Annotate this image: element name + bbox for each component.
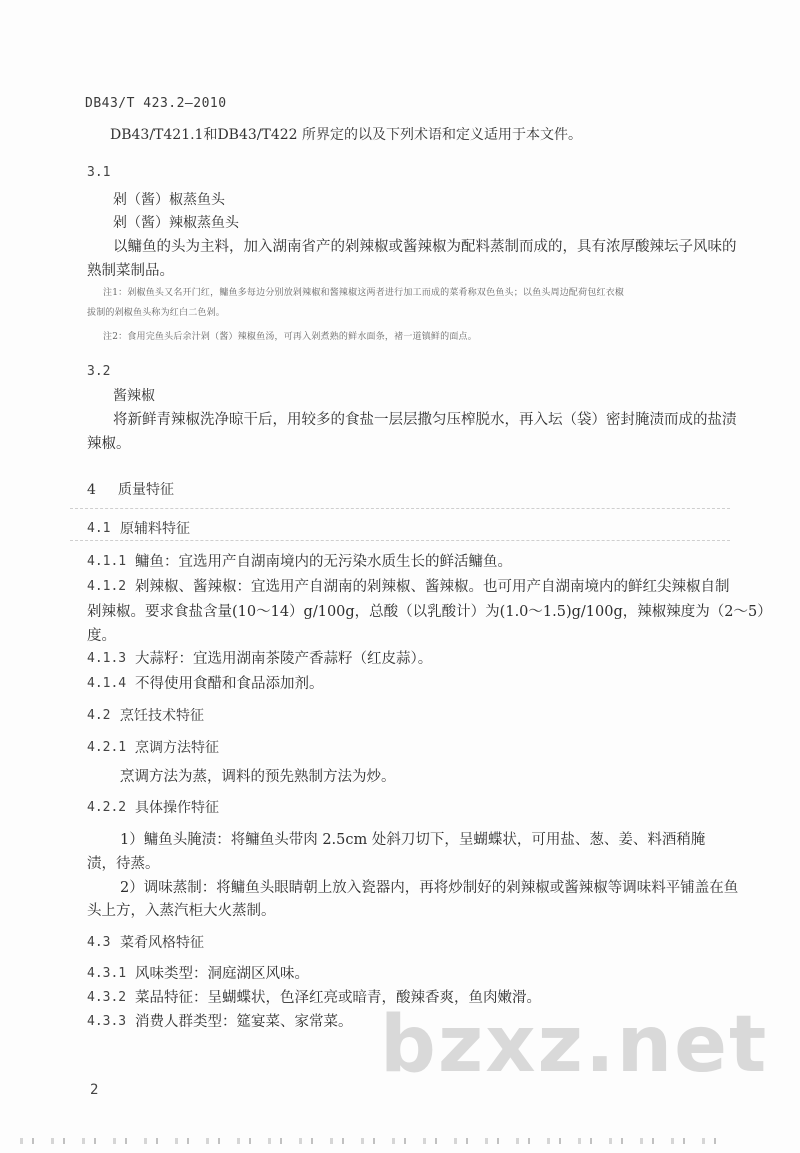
item-4-3-1-text: 风味类型：洞庭湖区风味。: [135, 966, 309, 982]
clause-4-2-2-number: 4.2.2: [87, 800, 127, 815]
item-4-1-2-number: 4.1.2: [87, 579, 127, 594]
clause-4-1-number: 4.1: [87, 521, 111, 536]
divider: [70, 540, 730, 541]
item-4-1-3-text: 大蒜籽：宜选用湖南茶陵产香蒜籽（红皮蒜）。: [135, 651, 433, 667]
item-4-1-1-text: 鳙鱼：宜选用产自湖南境内的无污染水质生长的鲜活鳙鱼。: [135, 554, 512, 570]
item-4-1-2-line3: 度。: [87, 628, 116, 644]
clause-4-2-number: 4.2: [87, 708, 111, 723]
clause-4-3-title: 菜肴风格特征: [120, 935, 204, 951]
item-4-3-2-text: 菜品特征：呈蝴蝶状，色泽红亮或暗青，酸辣香爽，鱼肉嫩滑。: [135, 990, 541, 1006]
item-4-1-4-text: 不得使用食醋和食品添加剂。: [135, 676, 324, 692]
standard-code-header: DB43/T 423.2—2010: [85, 96, 227, 111]
section-4-title: 质量特征: [118, 482, 174, 498]
page-number: 2: [90, 1082, 99, 1098]
definition-3-2-line2: 辣椒。: [87, 436, 131, 452]
definition-3-1-line1: 以鳙鱼的头为主料，加入湖南省产的剁辣椒或酱辣椒为配料蒸制而成的，具有浓厚酸辣坛子风味的: [113, 239, 737, 255]
clause-3-1-number: 3.1: [87, 165, 111, 180]
term-duojiao-yutou: 剁（酱）椒蒸鱼头: [113, 192, 225, 208]
clause-4-2-title: 烹饪技术特征: [120, 708, 204, 724]
divider: [70, 508, 730, 509]
item-4-1-4-number: 4.1.4: [87, 676, 127, 691]
clause-4-2-1-title: 烹调方法特征: [135, 740, 219, 756]
item-4-3-2-number: 4.3.2: [87, 990, 127, 1005]
clause-4-1-title: 原辅料特征: [120, 521, 190, 537]
clause-4-3-number: 4.3: [87, 935, 111, 950]
term-duojiao-yutou-alt: 剁（酱）辣椒蒸鱼头: [113, 215, 239, 231]
scan-noise-strip: [20, 1138, 720, 1144]
clause-4-2-2-title: 具体操作特征: [135, 800, 219, 816]
section-4-number: 4: [87, 482, 96, 498]
item-4-3-3-text: 消费人群类型：筵宴菜、家常菜。: [135, 1014, 353, 1030]
intro-sentence: DB43/T421.1和DB43/T422 所界定的以及下列术语和定义适用于本文件。: [110, 127, 583, 143]
clause-3-2-number: 3.2: [87, 364, 111, 379]
watermark: bzxz.net: [380, 1000, 769, 1090]
term-jiang-lajiao: 酱辣椒: [113, 388, 155, 404]
item-4-3-1-number: 4.3.1: [87, 966, 127, 981]
note-2: 注2：食用完鱼头后余汁剁（酱）辣椒鱼汤，可再入剁煮熟的鲜水面条，褚一道镇鲜的面点。: [103, 332, 477, 342]
definition-3-2-line1: 将新鲜青辣椒洗净晾干后，用较多的食盐一层层撒匀压榨脱水，再入坛（袋）密封腌渍而成的盐渍: [113, 412, 737, 428]
definition-3-1-line2: 熟制菜制品。: [87, 263, 174, 279]
step-1-line2: 渍，待蒸。: [87, 856, 160, 872]
item-4-1-1-number: 4.1.1: [87, 554, 127, 569]
item-4-3-3-number: 4.3.3: [87, 1014, 127, 1029]
note-1-line2: 拔制的剁椒鱼头称为红白二色剁。: [87, 308, 226, 318]
item-4-1-3-number: 4.1.3: [87, 651, 127, 666]
note-1-line1: 注1：剁椒鱼头又名开门红，鳙鱼多每边分别放剁辣椒和酱辣椒这两者进行加工而成的菜肴称双色鱼头；以鱼头周边配荷包红衣椒: [103, 288, 625, 298]
clause-4-2-1-number: 4.2.1: [87, 740, 127, 755]
step-2-line1: 2）调味蒸制：将鳙鱼头眼睛朝上放入瓷器内，再将炒制好的剁辣椒或酱辣椒等调味料平铺盖在鱼: [120, 880, 739, 896]
item-4-1-2-line1: 剁辣椒、酱辣椒：宜选用产自湖南的剁辣椒、酱辣椒。也可用产自湖南境内的鲜红尖辣椒自制: [135, 579, 730, 595]
clause-4-2-1-text: 烹调方法为蒸，调料的预先熟制方法为炒。: [120, 769, 396, 785]
item-4-1-2-line2: 剁辣椒。要求食盐含量(10～14）g/100g，总酸（以乳酸计）为(1.0～1.5)g/100g，辣椒辣度为（2～5）: [87, 604, 772, 620]
step-2-line2: 头上方，入蒸汽柜大火蒸制。: [87, 903, 276, 919]
step-1-line1: 1）鳙鱼头腌渍：将鳙鱼头带肉 2.5cm 处斜刀切下，呈蝴蝶状，可用盐、葱、姜、料酒稍腌: [120, 832, 706, 848]
